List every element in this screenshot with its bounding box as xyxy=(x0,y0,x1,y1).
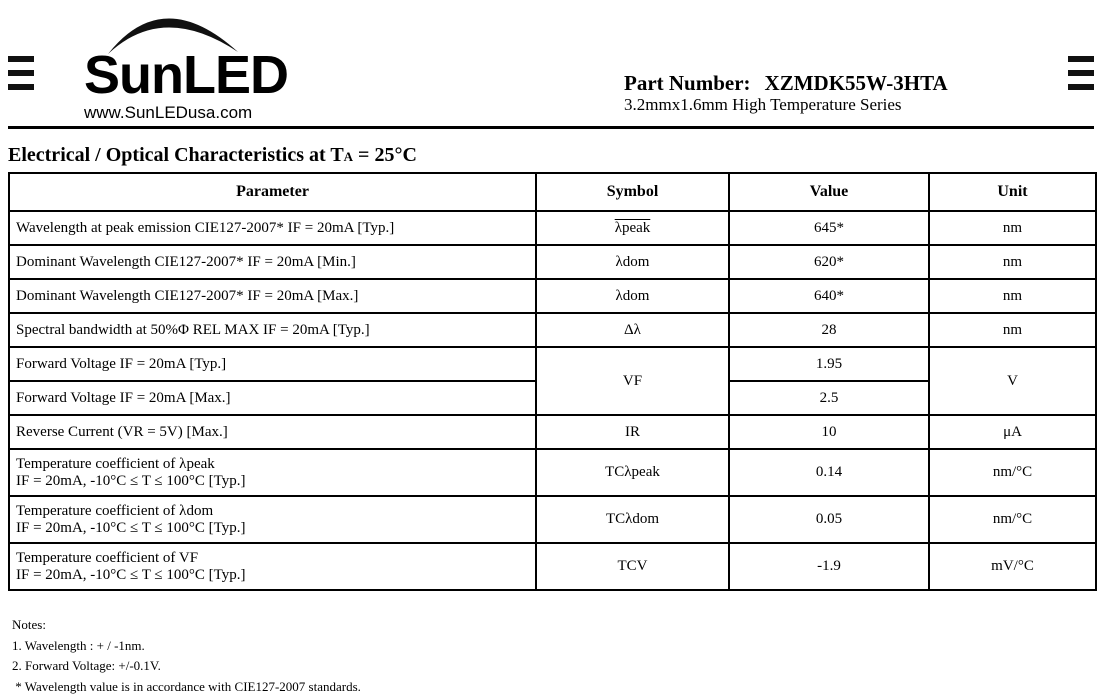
param-line: Temperature coefficient of VF xyxy=(16,550,529,567)
logo-wordmark: SunLED xyxy=(84,48,288,102)
param-cell xyxy=(9,543,536,590)
param-line: IF = 20mA, -10°C ≤ T ≤ 100°C [Typ.] xyxy=(16,520,529,537)
symbol-cell: Δλ xyxy=(536,313,729,347)
value-cell: -1.9 xyxy=(729,543,929,590)
unit-cell: nm xyxy=(929,313,1096,347)
left-edge-marker xyxy=(8,56,34,98)
table-row xyxy=(9,543,1096,590)
symbol-cell: TCλpeak xyxy=(536,449,729,496)
param-cell xyxy=(9,496,536,543)
value-cell: 0.14 xyxy=(729,449,929,496)
table-row xyxy=(9,449,1096,496)
symbol-cell: λdom xyxy=(536,279,729,313)
header-unit: Unit xyxy=(929,173,1096,211)
param-line: Temperature coefficient of λdom xyxy=(16,503,529,520)
note-item: * Wavelength value is in accordance with CIE127-2007 standards. xyxy=(12,677,361,697)
param-cell: Wavelength at peak emission CIE127-2007* IF = 20mA [Typ.] xyxy=(9,211,536,245)
header-parameter: Parameter xyxy=(9,173,536,211)
note-item: 2. Forward Voltage: +/-0.1V. xyxy=(12,656,361,677)
header-symbol: Symbol xyxy=(536,173,729,211)
unit-cell: nm xyxy=(929,279,1096,313)
table-header-row xyxy=(9,173,1096,211)
header-divider xyxy=(8,126,1094,129)
unit-cell: V xyxy=(929,347,1096,415)
symbol-cell: VF xyxy=(536,347,729,415)
part-info xyxy=(624,72,948,115)
sunled-logo xyxy=(78,4,288,124)
value-cell: 645* xyxy=(729,211,929,245)
notes xyxy=(12,615,361,697)
value-cell: 10 xyxy=(729,415,929,449)
param-cell: Reverse Current (VR = 5V) [Max.] xyxy=(9,415,536,449)
unit-cell: nm xyxy=(929,245,1096,279)
param-line: IF = 20mA, -10°C ≤ T ≤ 100°C [Typ.] xyxy=(16,567,529,584)
unit-cell: nm xyxy=(929,211,1096,245)
symbol-cell: IR xyxy=(536,415,729,449)
table-row xyxy=(9,313,1096,347)
param-cell: Dominant Wavelength CIE127-2007* IF = 20mA [Min.] xyxy=(9,245,536,279)
table-row xyxy=(9,347,1096,381)
value-cell: 28 xyxy=(729,313,929,347)
symbol-cell: λpeak xyxy=(536,211,729,245)
part-number-label: Part Number: xyxy=(624,71,751,95)
param-line: Temperature coefficient of λpeak xyxy=(16,456,529,473)
symbol-cell: TCλdom xyxy=(536,496,729,543)
note-item: 1. Wavelength : + / -1nm. xyxy=(12,636,361,657)
param-cell: Forward Voltage IF = 20mA [Typ.] xyxy=(9,347,536,381)
series-description: 3.2mmx1.6mm High Temperature Series xyxy=(624,95,948,115)
notes-title: Notes: xyxy=(12,615,361,636)
header-value: Value xyxy=(729,173,929,211)
value-cell: 1.95 xyxy=(729,347,929,381)
symbol-cell: λdom xyxy=(536,245,729,279)
param-cell xyxy=(9,449,536,496)
param-line: IF = 20mA, -10°C ≤ T ≤ 100°C [Typ.] xyxy=(16,473,529,490)
param-cell: Spectral bandwidth at 50%Φ REL MAX IF = 20mA [Typ.] xyxy=(9,313,536,347)
param-cell: Forward Voltage IF = 20mA [Max.] xyxy=(9,381,536,415)
right-edge-marker xyxy=(1068,56,1094,98)
table-row xyxy=(9,496,1096,543)
website-url: www.SunLEDusa.com xyxy=(84,104,252,121)
table-row xyxy=(9,279,1096,313)
unit-cell: nm/°C xyxy=(929,449,1096,496)
table-row xyxy=(9,415,1096,449)
value-cell: 2.5 xyxy=(729,381,929,415)
table-row xyxy=(9,245,1096,279)
characteristics-table xyxy=(8,172,1097,591)
table-row xyxy=(9,211,1096,245)
param-cell: Dominant Wavelength CIE127-2007* IF = 20mA [Max.] xyxy=(9,279,536,313)
unit-cell: nm/°C xyxy=(929,496,1096,543)
unit-cell: mV/°C xyxy=(929,543,1096,590)
unit-cell: μA xyxy=(929,415,1096,449)
value-cell: 620* xyxy=(729,245,929,279)
symbol-cell: TCV xyxy=(536,543,729,590)
value-cell: 640* xyxy=(729,279,929,313)
part-number: XZMDK55W-3HTA xyxy=(765,71,948,95)
section-title: Electrical / Optical Characteristics at TA = 25°C xyxy=(8,143,417,167)
value-cell: 0.05 xyxy=(729,496,929,543)
